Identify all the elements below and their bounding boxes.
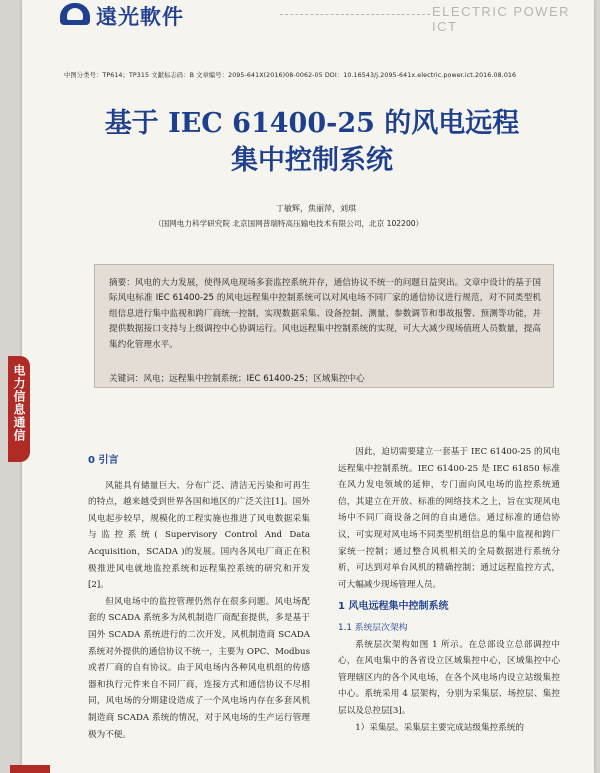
paper-title xyxy=(62,105,562,179)
publisher-logo-icon xyxy=(60,3,90,25)
subsection-heading-1-1: 1.1 系统层次架构 xyxy=(338,622,408,633)
journal-name: ELECTRIC POWER ICT xyxy=(432,4,571,34)
header-divider xyxy=(280,14,430,15)
paragraph: 1）采集层。采集层主要完成站级集控系统的 xyxy=(355,722,524,733)
paragraph: 但风电场中的监控管理仍然存在很多问题。风电场配套的 SCADA 系统多为风机制造厂商配套提供，多是基于国外 SCADA 系统进行的二次开发，风机制造商 SCADA 系统对外提供的通信协议不统一，主要为 OPC、Modbus 或者厂商的自有协议。由于风电场内各种风电机组的传感器和执行元件来自不同厂商，连接方式和通信协议不尽相同，风电场的分期建设造成了一个风电场内存在多套风机制造商 SCADA 系统的情况，对于风电场的生产运行管理极为不便。 xyxy=(88,596,310,740)
abstract-text: 摘要：风电的大力发展，使得风电现场多套监控系统并存，通信协议不统一的问题日益突出。文章中设计的基于国际风电标准 IEC 61400-25 的风电远程集中控制系统可以对风电场不同厂家的通信协议进行规范，对不同类型机组信息进行集中监视和跨厂商统一控制，实现数据采集、设备控制、测量、参数调节和事故报警、预测等功能，并提供数据接口支持与上级调控中心协调运行。风电远程集中控制系统的实现，可大大减少现场值班人员数量，提高集约化管理水平。 xyxy=(109,278,541,350)
authors: 丁敏辉，焦丽萍，刘琪 xyxy=(276,204,356,213)
keywords: 关键词：风电；远程集中控制系统；IEC 61400-25；区域集控中心 xyxy=(109,374,365,384)
title-line-1: 基于 IEC 61400-25 的风电远程 xyxy=(104,108,520,139)
paragraph: 系统层次架构如图 1 所示。在总部设立总部调控中心，在风电集中的各省设立区域集控中心，区域集控中心管理辖区内的各个风电场，在各个风电场内设立站级集控中心。系统采用 4 层架构，分别为采集层、场控层、集控层以及总控层[3]。 xyxy=(338,639,560,716)
side-tab-label: 电力信息通信 xyxy=(12,364,26,442)
abstract-box xyxy=(94,264,554,388)
right-column xyxy=(338,444,560,736)
affiliation: （国网电力科学研究院 北京国网普瑞特高压输电技术有限公司，北京 102200） xyxy=(154,219,424,228)
section-heading-intro: 0 引言 xyxy=(88,455,119,466)
title-line-2: 集中控制系统 xyxy=(231,145,393,176)
section-side-tab xyxy=(8,356,30,462)
paragraph: 因此，迫切需要建立一套基于 IEC 61400-25 的风电远程集中控制系统。IEC 61400-25 是 IEC 61850 标准在风力发电领域的延伸，专门面向风电场的监控系统通信，其建立在开放、标准的网络技术之上，旨在实现风电场中不同厂商设备之间的自由通信。通过标准的通信协议，可实现对风电场不同类型机组信息的集中监视和跨厂家统一控制；通过整合风机相关的全局数据进行系统分析，可达到对单台风机的精确控制；通过远程监控方式，可大幅减少现场管理人员。 xyxy=(338,447,560,590)
paragraph: 风能具有储量巨大、分布广泛、清洁无污染和可再生的特点，越来越受到世界各国和地区的广泛关注[1]。国外风电起步较早，规模化的工程实施也推进了风电数据采集与监控系统( Supervisory Control And Data Acquisition，SCADA )的发展。国内各风电厂商正在积极推进风电就地监控系统和远程集控系统的研究和开发[2]。 xyxy=(88,480,310,591)
footer-marker xyxy=(10,765,50,773)
journal-header xyxy=(22,0,594,32)
publisher-logo-text: 遠光軟件 xyxy=(96,5,184,29)
paper-page xyxy=(22,0,594,773)
classification-line: 中图分类号：TP614；TP315 文献标志码：B 文章编号：2095-641X(2016)08-0062-05 DOI：10.16543/j.2095-641x.electric.power.ict.2016.08.016 xyxy=(64,72,517,79)
left-column xyxy=(88,453,310,743)
section-heading-1: 1 风电远程集中控制系统 xyxy=(338,601,449,613)
